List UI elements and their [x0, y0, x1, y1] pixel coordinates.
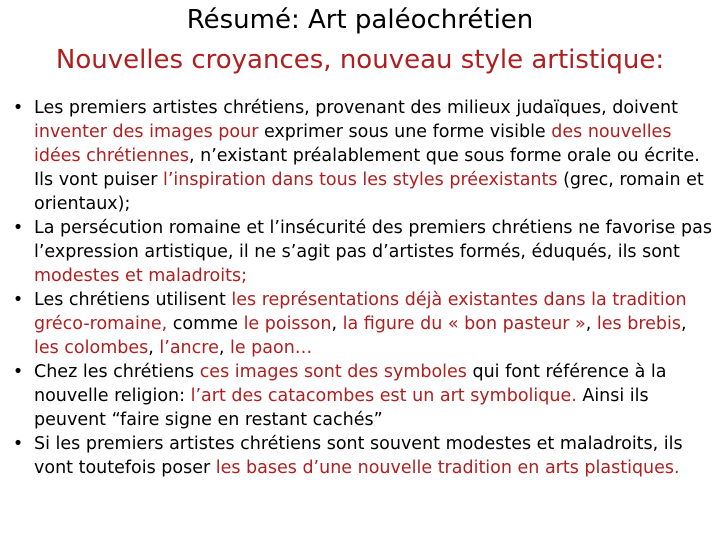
bullet-segment-highlight: ces images sont des symboles: [199, 362, 467, 382]
slide-title: Résumé: Art paléochrétien: [186, 5, 534, 35]
bullet-segment-highlight: les brebis: [596, 314, 681, 334]
bullet-segment-highlight: les colombes: [34, 338, 149, 358]
bullet-icon: •: [12, 290, 24, 310]
bullet-segment: ,: [148, 338, 160, 358]
bullet-segment: ,: [681, 314, 687, 334]
bullet-segment: Les premiers artistes chrétiens, provenant des milieux judaïques, doivent: [34, 98, 678, 118]
bullet-segment-highlight: l’ancre: [159, 338, 219, 358]
bullet-segment-highlight: le poisson: [243, 314, 332, 334]
bullet-segment-highlight: modestes et maladroits;: [34, 266, 247, 286]
bullet-segment-highlight: la figure du « bon pasteur »: [342, 314, 586, 334]
bullet-segment-highlight: l’art des catacombes est un art symbolique.: [190, 386, 577, 406]
bullet-text: [34, 290, 687, 358]
bullet-segment: La persécution romaine et l’insécurité des premiers chrétiens ne favorise pas l’expression artistique, il ne s’agit pas d’artistes formés, éduqués, ils sont: [34, 218, 712, 262]
bullet-icon: •: [12, 218, 24, 238]
bullet-segment: exprimer sous une forme visible: [258, 122, 552, 142]
bullet-segment: Si les premiers artistes chrétiens sont souvent modestes et maladroits, ils vont toutefois poser: [34, 434, 683, 478]
bullet-segment-highlight: le paon…: [229, 338, 313, 358]
bullet-text: [34, 434, 683, 478]
bullet-segment-highlight: l’inspiration dans tous les styles préexistants: [163, 170, 558, 190]
bullet-segment-highlight: des nouvelles idées chrétiennes: [34, 122, 672, 166]
bullet-segment: qui font référence à la nouvelle religion:: [34, 362, 667, 406]
bullet-item: [10, 360, 712, 432]
bullet-icon: •: [12, 98, 24, 118]
bullet-segment: Ainsi ils peuvent “faire signe en restant cachés”: [34, 386, 649, 430]
bullet-segment-highlight: inventer des images pour: [34, 122, 259, 142]
bullet-text: [34, 362, 667, 430]
bullet-segment: comme: [167, 314, 244, 334]
bullet-segment: , n’existant préalablement que sous forme orale ou écrite. Ils vont puiser: [34, 146, 700, 190]
bullet-icon: •: [12, 362, 24, 382]
bullet-item: [10, 432, 712, 480]
bullet-segment: (grec, romain et orientaux);: [34, 170, 704, 214]
bullet-icon: •: [12, 434, 24, 454]
bullet-item: [10, 288, 712, 360]
bullet-text: [34, 218, 712, 286]
slide-subtitle: Nouvelles croyances, nouveau style artistique:: [55, 45, 665, 75]
bullet-item: [10, 216, 712, 288]
bullet-segment: Les chrétiens utilisent: [34, 290, 232, 310]
bullet-segment-highlight: les bases d’une nouvelle tradition en arts plastiques.: [215, 458, 680, 478]
bullet-text: [34, 98, 704, 214]
bullet-item: [10, 96, 712, 216]
bullet-segment: ,: [585, 314, 597, 334]
bullet-list: [10, 96, 712, 480]
bullet-segment: ,: [331, 314, 343, 334]
bullet-segment: ,: [218, 338, 230, 358]
bullet-segment: Chez les chrétiens: [34, 362, 200, 382]
bullet-segment-highlight: les représentations déjà existantes dans la tradition gréco-romaine,: [34, 290, 687, 334]
